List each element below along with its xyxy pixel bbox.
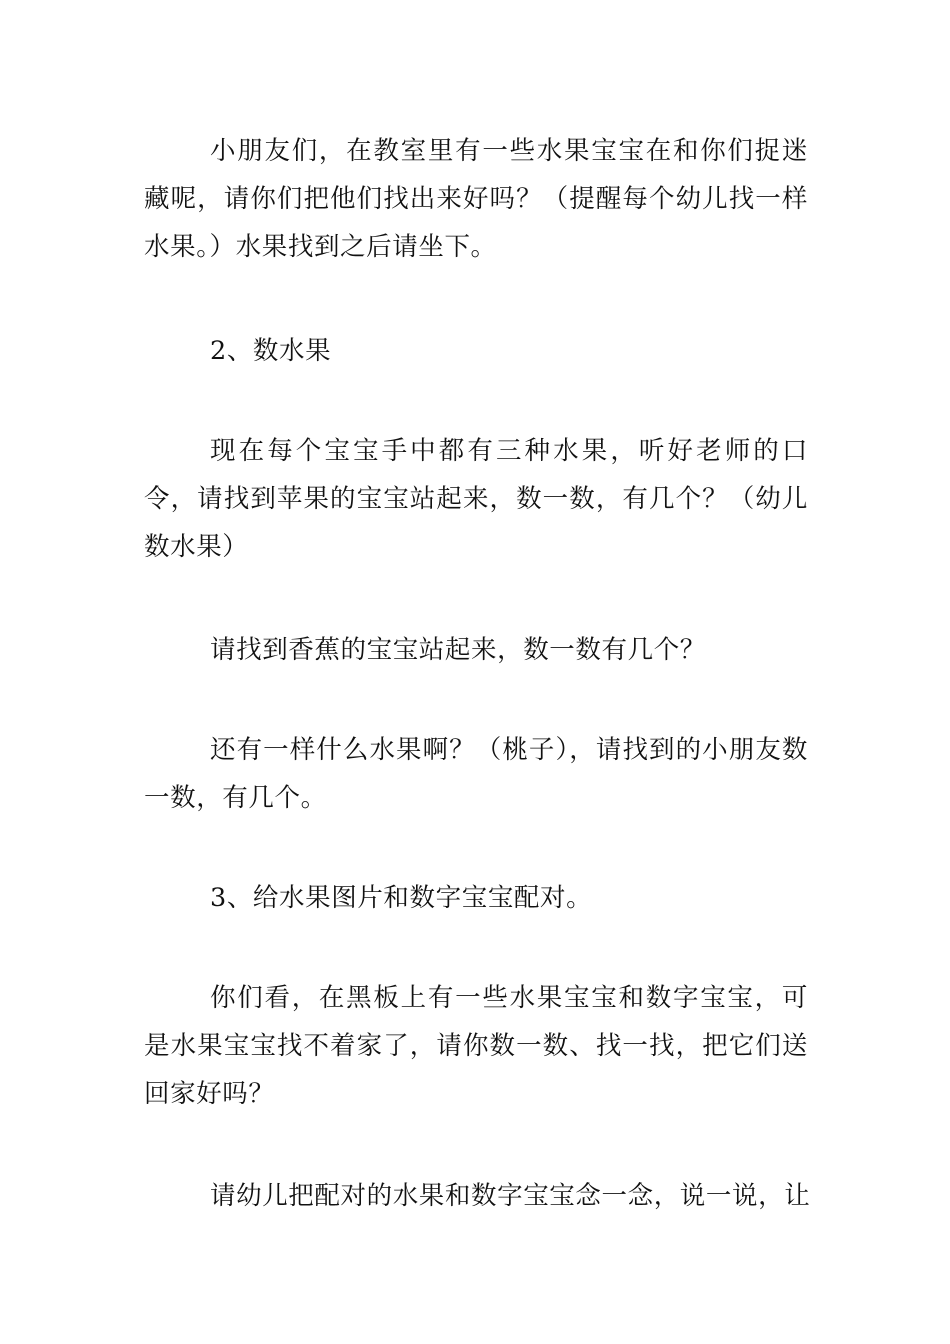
section-heading-count-fruit: 2、数水果 [210,336,332,366]
section-heading-matching: 3、给水果图片和数字宝宝配对。 [210,883,593,913]
paragraph-peach-instruction: 还有一样什么水果啊？（桃子），请找到的小朋友数一数，有几个。 [144,735,808,813]
paragraph-read-aloud: 请幼儿把配对的水果和数字宝宝念一念，说一说，让 [210,1181,811,1211]
paragraph-intro: 小朋友们，在教室里有一些水果宝宝在和你们捉迷藏呢，请你们把他们找出来好吗？（提醒每个幼儿找一样水果。）水果找到之后请坐下。 [144,136,808,262]
paragraph-banana-instruction: 请找到香蕉的宝宝站起来，数一数有几个？ [210,635,706,665]
paragraph-blackboard-matching: 你们看，在黑板上有一些水果宝宝和数字宝宝，可是水果宝宝找不着家了，请你数一数、找一找，把它们送回家好吗？ [144,983,808,1109]
paragraph-apple-instruction: 现在每个宝宝手中都有三种水果，听好老师的口令，请找到苹果的宝宝站起来，数一数，有几个？（幼儿数水果） [144,436,808,562]
